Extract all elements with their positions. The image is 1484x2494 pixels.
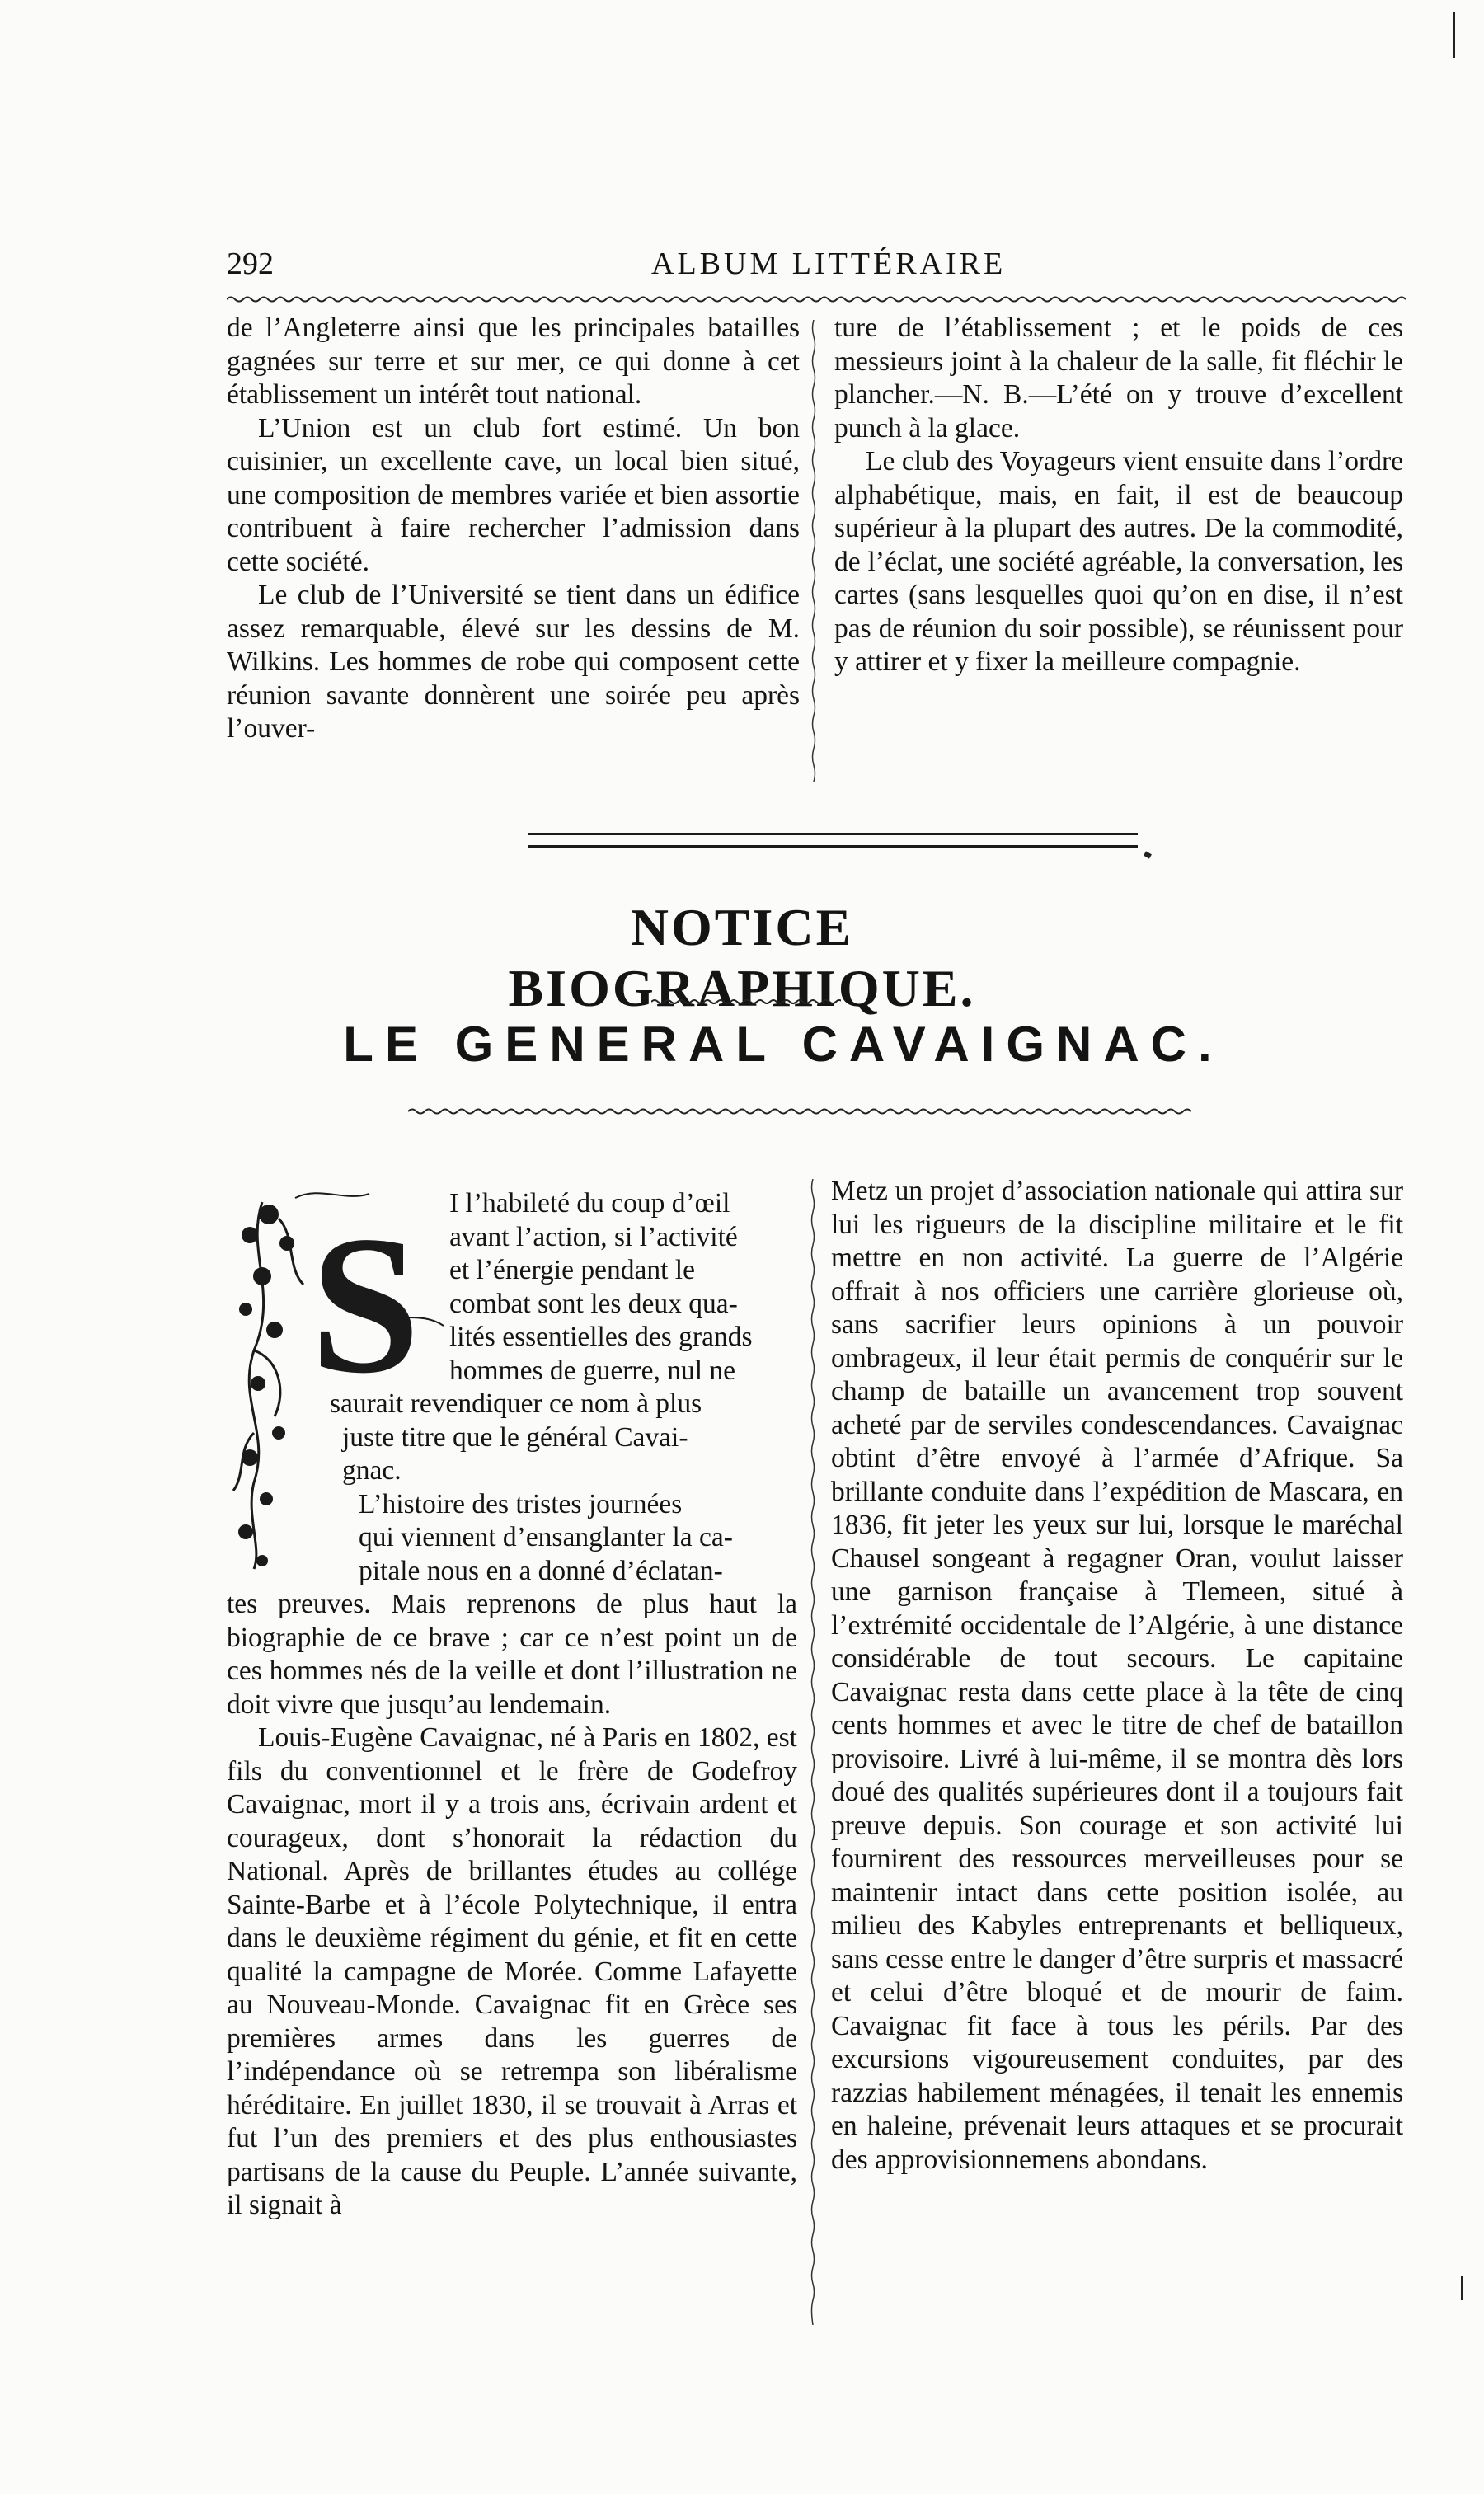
text-line: hommes de guerre, nul ne [449, 1355, 735, 1386]
text-line: saurait revendiquer ce nom à plus [330, 1388, 702, 1419]
paragraph: tes preuves. Mais reprenons de plus haut la biographie de ce brave ; car ce n’est point un de ces hommes nés de la veille et dont l’illustration ne doit vivre que jusqu’au lendemain. [227, 1589, 797, 1720]
double-rule [528, 833, 1138, 848]
dropcap-letter: S [310, 1195, 420, 1414]
text-line: I l’habileté du coup d’œil [449, 1188, 730, 1219]
paragraph: L’Union est un club fort estimé. Un bon cuisinier, un excellente cave, un local bien situé, une composition de membres variée et bien assortie contribuent à faire rechercher l’admission dans cette société. [227, 412, 800, 577]
top-left-column [227, 312, 800, 746]
text-line: pitale nous en a donné d’éclatan- [359, 1555, 723, 1586]
text-line: gnac. [342, 1455, 402, 1486]
column-separator [811, 320, 816, 782]
text-line: L’histoire des tristes journées [359, 1488, 683, 1519]
margin-mark [1461, 2276, 1463, 2300]
paragraph: Le club des Voyageurs vient ensuite dans l’ordre alphabétique, mais, en fait, il est de beaucoup supérieur à la plupart des autres. De la commodité, de l’éclat, une société agréable, la conversation, les cartes (sans lesquelles quoi qu’on en dise, il n’est pas de réunion du soir possible), se réunissent pour y attirer et y fixer la meilleure compagnie. [834, 446, 1403, 677]
paragraph: ture de l’établissement ; et le poids de ces messieurs joint à la chaleur de la salle, fit fléchir le plancher.—N. B.—L’été on y trouve d’excellent punch à la glace. [834, 312, 1403, 444]
paragraph: de l’Angleterre ainsi que les principales batailles gagnées sur terre et sur mer, ce qui donne à cet établissement un intérêt tout national. [227, 312, 800, 410]
page-number: 292 [227, 247, 274, 281]
ink-mark [1144, 851, 1152, 858]
bottom-right-column [831, 1175, 1403, 2177]
title-rule-top [651, 998, 841, 1006]
paragraph: Metz un projet d’association nationale qui attira sur lui les rigueurs de la discipline militaire et le fit mettre en non activité. La guerre de l’Algérie offrait à nos officiers une carrière glorieuse où, sans sacrifier leurs opinions à un pouvoir ombrageux, il leur était permis de conquérir sur le champ de bataille un avancement trop souvent acheté par de serviles condescendances. Cavaignac obtint d’être envoyé à l’armée d’Afrique. Sa brillante conduite dans l’expédition de Mascara, en 1836, fit jeter les yeux sur lui, lorsque le maréchal Chausel songeant à regagner Oran, voulut laisser une garnison française à Tlemeen, situé à l’extrémité occidentale de l’Algérie, à une distance considérable de tout secours. Le capitaine Cavaignac resta dans cette place à la tête de cinq cents hommes et avec le titre de chef de bataillon provisoire. Livré à lui-même, il se montra dès lors doué des qualités supérieures dont il a toujours fait preuve depuis. Son courage et son activité lui fournirent des ressources merveilleuses pour se maintenir intact dans cette position isolée, au milieu des Kabyles entreprenants et belliqueux, sans cesse entre le danger d’être surpris et massacré et celui d’être bloqué et de mourir de faim. Cavaignac fit face à tous les périls. Par des excursions vigoureusement conduites, par des razzias habilement ménagées, il tenait les ennemis en haleine, prévenait leurs attaques et se procurait des approvisionnemens abondans. [831, 1176, 1403, 2175]
section-title: NOTICE BIOGRAPHIQUE. [508, 898, 976, 1017]
article-title: LE GENERAL CAVAIGNAC. [343, 1017, 1223, 1072]
column-separator [810, 1179, 815, 2325]
text-line: juste titre que le général Cavai- [342, 1421, 688, 1453]
text-line: qui viennent d’ensanglanter la ca- [359, 1522, 733, 1552]
text-line: lités essentielles des grands [449, 1322, 753, 1352]
title-rule-bottom [408, 1107, 1191, 1115]
margin-mark [1453, 12, 1455, 58]
bottom-left-column [227, 1187, 797, 2223]
paragraph: Louis-Eugène Cavaignac, né à Paris en 1802, est fils du conventionnel et le frère de Godefroy Cavaignac, mort il y a trois ans, écrivain ardent et courageux, dont s’honorait la rédaction du National. Après de brillantes études au collége Sainte-Barbe et à l’école Polytechnique, il entra dans le deuxième régiment du génie, et fit en cette qualité la campagne de Morée. Comme Lafayette au Nouveau-Monde. Cavaignac fit en Grèce ses premières armes dans les guerres de l’indépendance où se retrempa son libéralisme héréditaire. En juillet 1830, il se trouvait à Arras et fut l’un des premiers et des plus enthousiastes partisans de la cause du Peuple. L’année suivante, il signait à [227, 1722, 797, 2220]
header-rule [227, 295, 1406, 303]
top-right-column [834, 312, 1403, 679]
text-line: combat sont les deux qua- [449, 1288, 738, 1319]
text-line: et l’énergie pendant le [449, 1255, 695, 1285]
paragraph: Le club de l’Université se tient dans un édifice assez remarquable, élevé sur les dessins de M. Wilkins. Les hommes de robe qui composent cette réunion savante donnèrent une soirée peu après l’ouver- [227, 580, 800, 744]
text-line: avant l’action, si l’activité [449, 1221, 738, 1252]
running-head: ALBUM LITTÉRAIRE [651, 247, 1007, 281]
